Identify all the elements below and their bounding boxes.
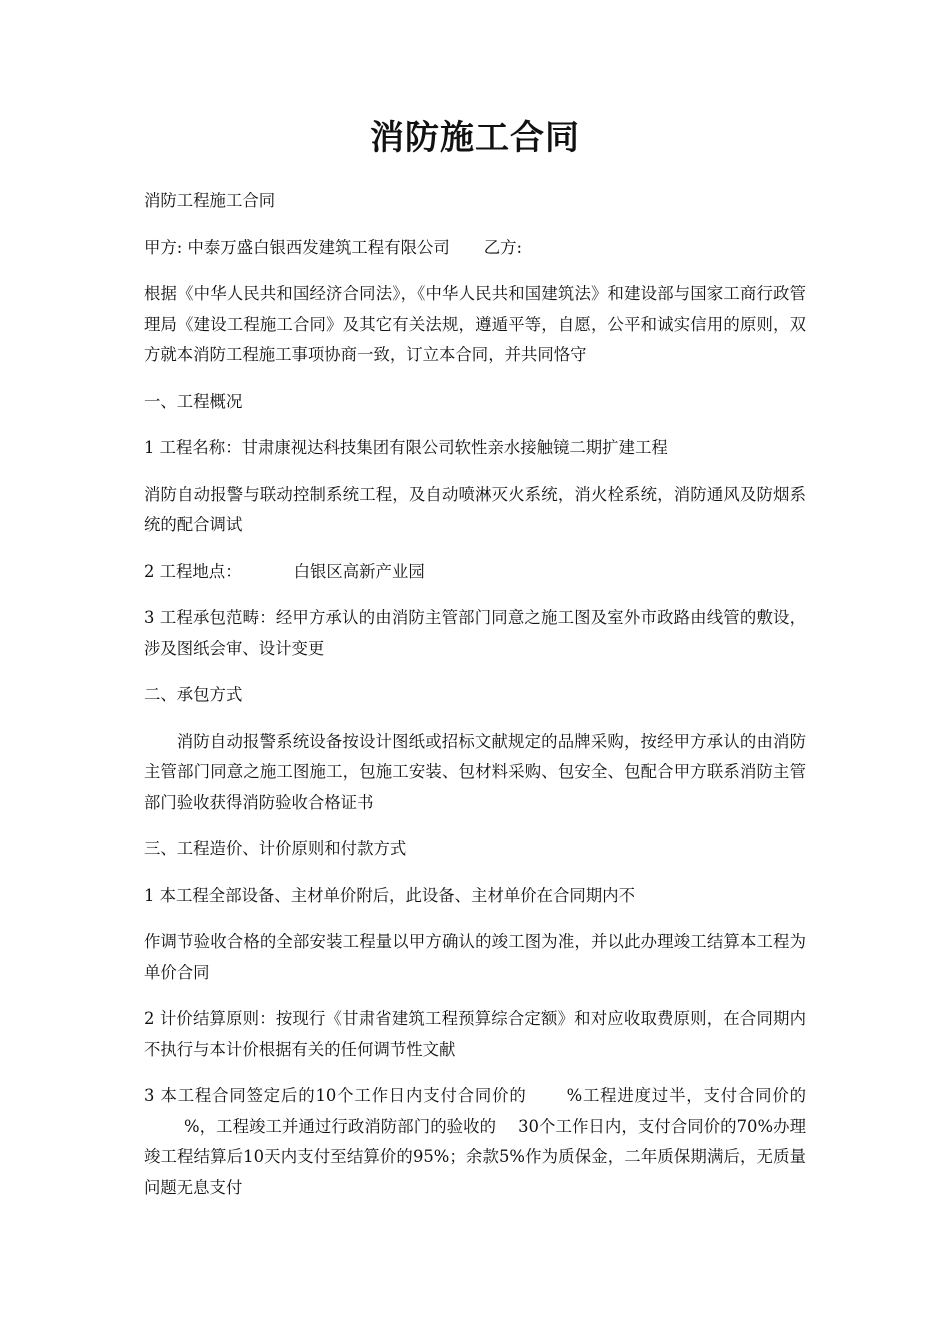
payment-terms-part4: 30个工作日内，支付合同价的70%办理竣工程结算后10天内支付至结算价的95%；余款5%作为质保金，二年质保期满后，无质量问题无息支付 bbox=[144, 1116, 806, 1197]
project-name: 1 工程名称：甘肃康视达科技集团有限公司软性亲水接触镜二期扩建工程 bbox=[144, 438, 668, 457]
document-body bbox=[144, 186, 806, 1219]
contract-parties bbox=[144, 233, 806, 264]
party-a: 甲方: 中泰万盛白银西发建筑工程有限公司 bbox=[144, 237, 450, 257]
document-title: 消防施工合同 bbox=[370, 118, 580, 158]
contracting-method: 消防自动报警系统设备按设计图纸或招标文献规定的品牌采购，按经甲方承认的由消防主管部门同意之施工图施工，包施工安装、包材料采购、包安全、包配合甲方联系消防主管部门验收获得消防验收合格证书 bbox=[144, 731, 806, 812]
payment-terms-part2: %工程进度过半，支付合同价的 bbox=[566, 1086, 806, 1105]
payment-terms-part3: %，工程竣工并通过行政消防部门的验收的 bbox=[184, 1116, 497, 1136]
contract-preamble: 根据《中华人民共和国经济合同法》，《中华人民共和国建筑法》和建设部与国家工商行政管理局《建设工程施工合同》及其它有关法规，遵遁平等，自愿，公平和诚实信用的原则，双方就本消防工程施工事项协商一致，订立本合同，并共同恪守 bbox=[144, 284, 806, 364]
payment-terms-part1: 3 本工程合同签定后的10个工作日内支付合同价的 bbox=[144, 1086, 527, 1105]
project-scope-detail: 消防自动报警与联动控制系统工程，及自动喷淋灭火系统，消火栓系统，消防通风及防烟系统的配合调试 bbox=[144, 484, 806, 534]
project-location-label: 2 工程地点： bbox=[144, 561, 242, 581]
project-location-value: 白银区高新产业园 bbox=[293, 561, 425, 581]
payment-terms bbox=[144, 1081, 806, 1203]
section-3-heading: 三、工程造价、计价原则和付款方式 bbox=[144, 839, 407, 858]
section-2-heading: 二、承包方式 bbox=[144, 685, 243, 704]
unit-price-clause: 1 本工程全部设备、主材单价附后，此设备、主材单价在合同期内不 bbox=[144, 885, 635, 905]
pricing-principle: 2 计价结算原则：按现行《甘肃省建筑工程预算综合定额》和对应收取费原则，在合同期内不执行与本计价根据有关的任何调节性文献 bbox=[144, 1009, 806, 1059]
contract-scope: 3 工程承包范畴：经甲方承认的由消防主管部门同意之施工图及室外市政路由线管的敷设，涉及图纸会审、设计变更 bbox=[144, 608, 806, 658]
section-1-heading: 一、工程概况 bbox=[144, 391, 243, 411]
party-b: 乙方: bbox=[483, 237, 523, 257]
project-location bbox=[144, 557, 806, 588]
contract-subtitle: 消防工程施工合同 bbox=[144, 191, 276, 210]
unit-price-clause-cont: 作调节验收合格的全部安装工程量以甲方确认的竣工图为准，并以此办理竣工结算本工程为单价合同 bbox=[144, 932, 806, 982]
